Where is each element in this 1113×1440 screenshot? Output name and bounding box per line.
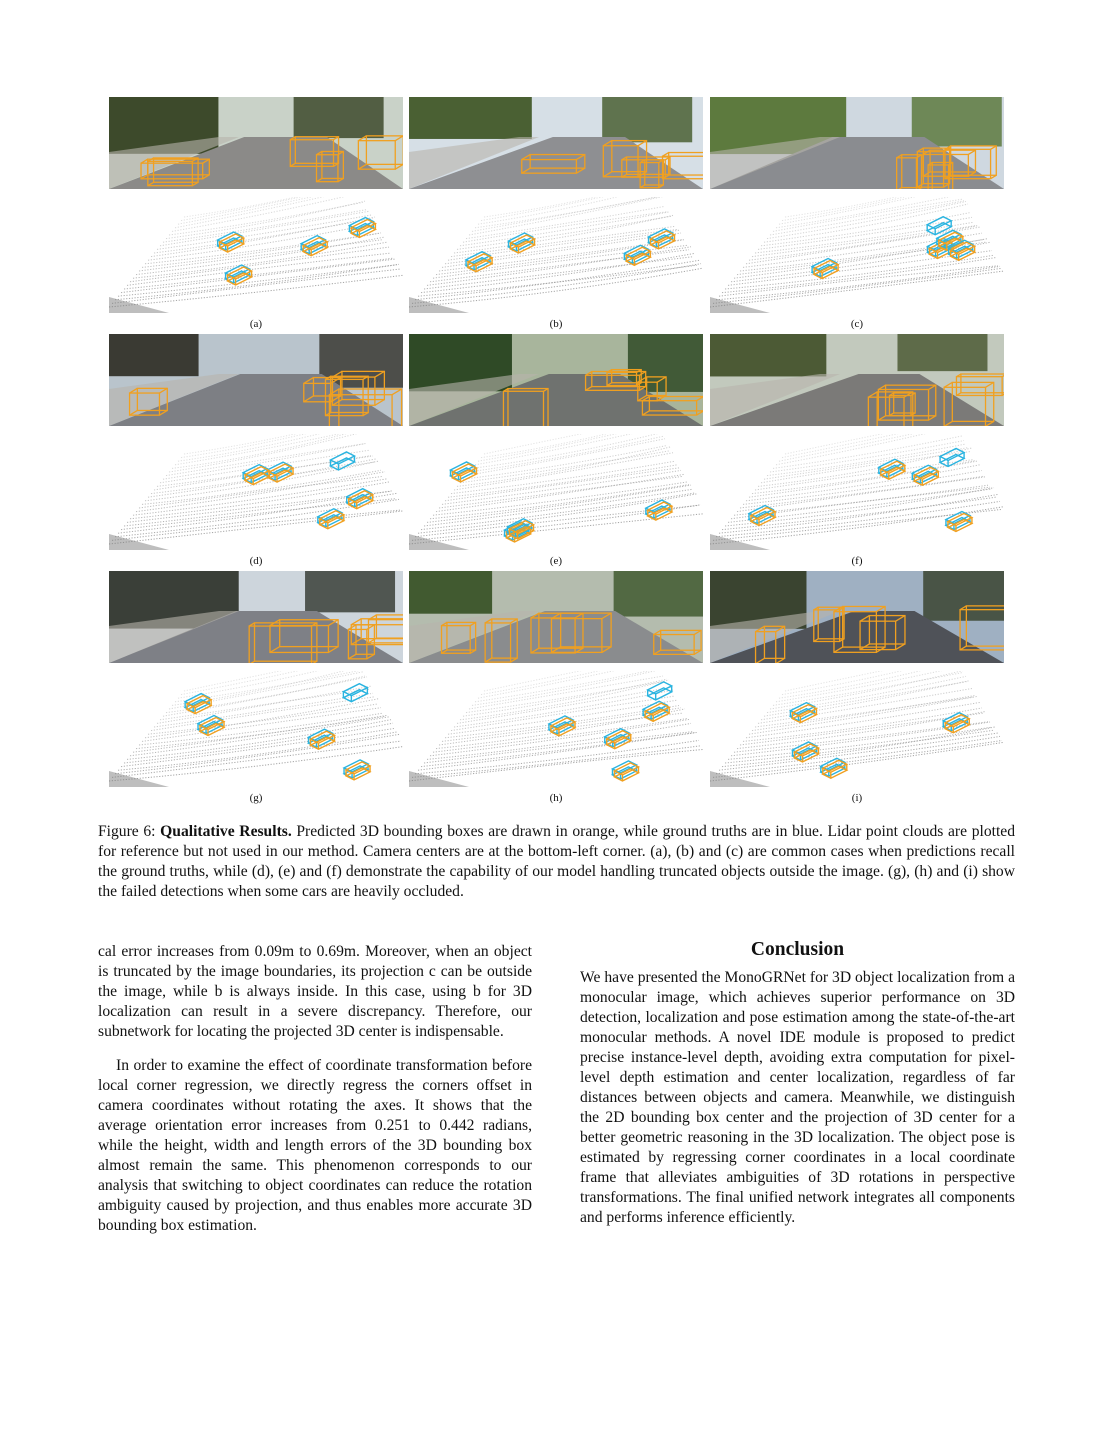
conclusion-paragraph: We have presented the MonoGRNet for 3D object localization from a monocular image, which achieves superior performance on 3D detection, localization and pose estimation among the state-of-the-art monocular methods. A novel IDE module is proposed to predict precise instance-level depth, avoiding extra computation for pixel-level depth estimation and center localization, regardless of far distances between objects and camera. Meanwhile, we distinguish the 2D bounding box center and the projection of 3D center for a better geometric reasoning in the 3D localization. The object pose is estimated by regressing corner coordinates in a local coordinate frame that alleviates ambiguities of 3D rotations in perspective transformations. The final unified network integrates all components and performs inference efficiently. (580, 969, 1015, 1226)
camera-image (109, 571, 403, 663)
right-column (580, 938, 1015, 1228)
caption-prefix: Figure 6: (98, 823, 161, 840)
panel-label: (e) (549, 555, 563, 567)
camera-image (710, 97, 1004, 189)
lidar-birdseye-view (409, 671, 703, 787)
panel-label: (h) (549, 792, 563, 804)
lidar-birdseye-view (109, 197, 403, 313)
camera-image (710, 334, 1004, 426)
caption-text: Predicted 3D bounding boxes are drawn in orange, while ground truths are in blue. Lidar point clouds are plotted for reference but not used in our method. Camera centers are at the bottom-left corner. (a), (b) and (c) are common cases when predictions recall the ground truths, while (d), (e) and (f) demonstrate the capability of our model handling truncated objects outside the image. (g), (h) and (i) show the failed detections when some cars are heavily occluded. (98, 823, 1016, 900)
panel-label: (i) (851, 792, 863, 804)
camera-image (409, 97, 703, 189)
panel-label: (c) (850, 318, 864, 330)
conclusion-heading: Conclusion (750, 939, 845, 960)
lidar-birdseye-view (109, 434, 403, 550)
camera-image (109, 97, 403, 189)
camera-image (409, 334, 703, 426)
left-column (98, 942, 532, 1236)
lidar-birdseye-view (409, 197, 703, 313)
figure-caption (98, 822, 1015, 902)
lidar-birdseye-view (710, 197, 1004, 313)
panel-label: (d) (249, 555, 263, 567)
left-paragraph-2: In order to examine the effect of coordinate transformation before local corner regression, we directly regress the corners offset in camera coordinates without rotating the axes. It shows that the average orientation error increases from 0.251 to 0.442 radians, while the height, width and length errors of the 3D bounding box almost remain the same. This phenomenon corresponds to our analysis that switching to object coordinates can reduce the rotation ambiguity caused by projection, and thus enables more accurate 3D bounding box estimation. (98, 1057, 532, 1234)
caption-title: Qualitative Results. (160, 823, 292, 840)
panel-label: (g) (249, 792, 263, 804)
camera-image (409, 571, 703, 663)
panel-label: (f) (851, 555, 863, 567)
lidar-birdseye-view (710, 671, 1004, 787)
panel-label: (a) (249, 318, 263, 330)
lidar-birdseye-view (710, 434, 1004, 550)
camera-image (109, 334, 403, 426)
lidar-birdseye-view (109, 671, 403, 787)
left-paragraph-1: cal error increases from 0.09m to 0.69m. Moreover, when an object is truncated by the image boundaries, its projection c can be outside the image, while b is always inside. In this case, using b for 3D localization can result in a severe discrepancy. Therefore, our subnetwork for locating the projected 3D center is indispensable. (98, 943, 532, 1040)
lidar-birdseye-view (409, 434, 703, 550)
camera-image (710, 571, 1004, 663)
panel-label: (b) (549, 318, 563, 330)
